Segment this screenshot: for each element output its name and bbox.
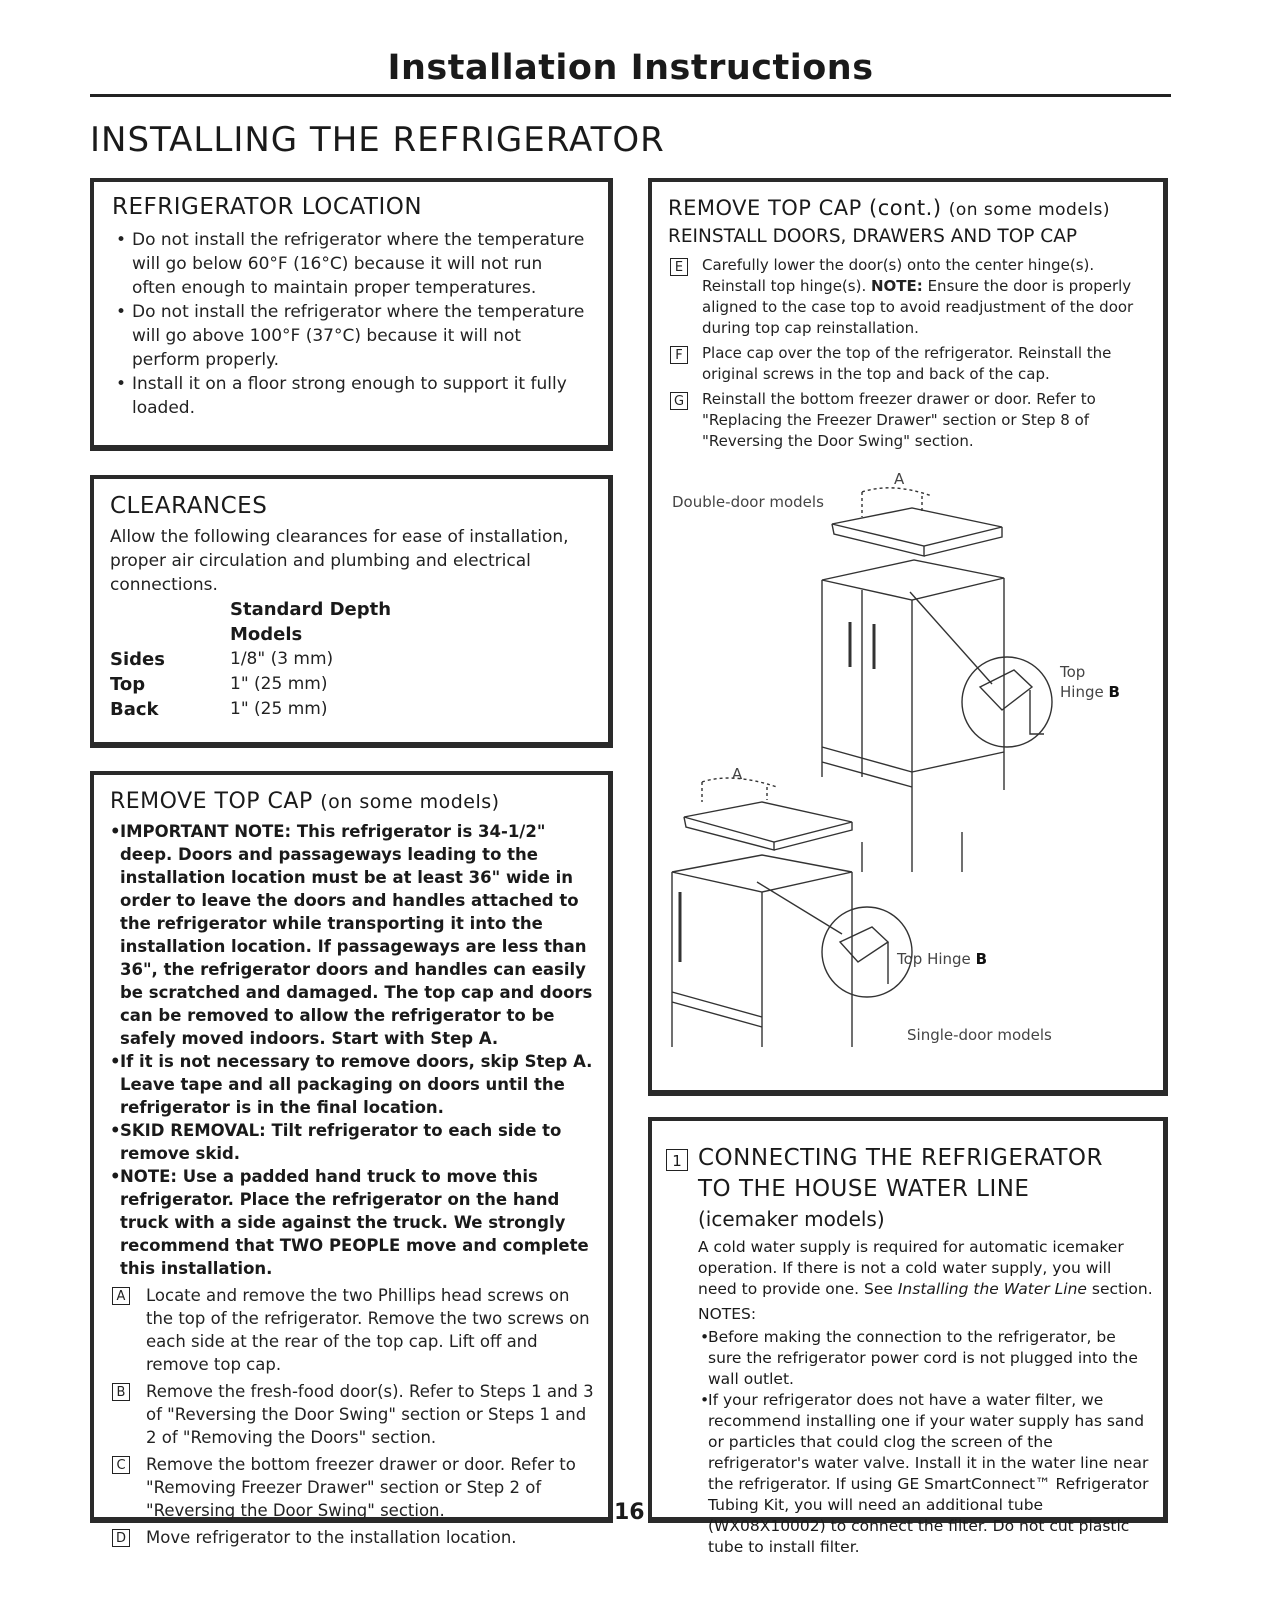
heading-line: TO THE HOUSE WATER LINE [698,1176,1030,1202]
step-letter: D [112,1529,130,1547]
hinge-word: Hinge [1060,683,1104,701]
remove-top-cap-cont-box [648,178,1168,1096]
page-number: 16 [614,1500,645,1525]
reinstall-heading: REINSTALL DOORS, DRAWERS AND TOP CAP [668,226,1078,247]
step-d [110,1526,598,1549]
list-item: • Do not install the refrigerator where the temperature will go below 60°F (16°C) because it will not run often enough to maintain proper temperatures. [114,228,590,300]
step-f [668,343,1149,385]
step-letter: E [670,258,688,276]
intro-ref: Installing the Water Line [897,1280,1087,1298]
water-line-heading [666,1143,1153,1205]
water-line-subheading: (icemaker models) [698,1207,885,1231]
table-row [110,697,391,722]
heading-main: REMOVE TOP CAP [110,789,313,814]
clearances-intro: Allow the following clearances for ease of installation, proper air circulation and plumbing and electrical connections. [110,527,569,595]
row-label: Sides [110,649,165,670]
heading-line: CONNECTING THE REFRIGERATOR [698,1145,1104,1171]
note-label: NOTE: [871,277,923,295]
list-item: • Do not install the refrigerator where the temperature will go above 100°F (37°C) because it will not perform properly. [114,300,590,372]
step-text: Reinstall the bottom freezer drawer or door. Refer to "Replacing the Freezer Drawer" section or Step 8 of "Reversing the Door Swing" section. [702,390,1096,450]
important-notes [110,820,598,1280]
step-e [668,255,1149,339]
step-text: Remove the fresh-food door(s). Refer to Steps 1 and 3 of "Reversing the Door Swing" section or Steps 1 and 2 of "Removing the Doors" section. [146,1382,594,1447]
row-label: Top [110,674,146,695]
row-value: 1" (25 mm) [230,699,328,719]
step-text: Remove the bottom freezer drawer or door. Refer to "Removing Freezer Drawer" section or Step 2 of "Reversing the Door Swing" section. [146,1455,576,1520]
header-title: Installation Instructions [387,48,874,88]
double-door-caption: Double-door models [672,493,824,511]
remove-top-cap-box [90,771,613,1547]
steps-list [110,1284,598,1549]
water-line-intro [666,1237,1153,1300]
intro-end: section. [1091,1280,1153,1298]
column-header: Models [230,624,303,645]
notes-label: NOTES: [698,1305,757,1323]
row-value: 1/8" (3 mm) [230,649,334,669]
clearances-box [90,475,613,748]
step-letter: B [112,1383,130,1401]
column-header: Standard Depth [230,599,392,620]
row-value: 1" (25 mm) [230,674,328,694]
heading-sub: (on some models) [320,791,500,813]
label-a-bottom: A [732,765,743,783]
list-item: • SKID REMOVAL: Tilt refrigerator to each side to remove skid. [110,1119,598,1165]
top-hinge-single-label [896,950,987,968]
table-row [110,647,391,672]
heading-sub: (on some models) [948,200,1111,220]
list-item: • NOTE: Use a padded hand truck to move this refrigerator. Place the refrigerator on the hand truck with a side against the truck. We strongly recommend that TWO PEOPLE move and complete this installation. [110,1165,598,1280]
step-letter: F [670,346,688,364]
top-hinge-label-1: Top [1060,663,1086,681]
step-letter: C [112,1456,130,1474]
clearances-table [110,597,391,722]
list-item: • Install it on a floor strong enough to support it fully loaded. [114,372,590,420]
label-a-top: A [894,472,905,488]
single-door-caption: Single-door models [907,1026,1052,1044]
row-label: Back [110,699,159,720]
step-letter: A [112,1287,130,1305]
step-b [110,1380,598,1449]
note-text: Ensure the door is properly aligned to the case top to avoid readjustment of the door during top cap reinstallation. [702,277,1134,337]
location-box [90,178,613,451]
top-cap-diagram [662,472,1142,1057]
step-c [110,1453,598,1522]
reinstall-steps [668,255,1149,452]
step-text: Move refrigerator to the installation location. [146,1528,517,1547]
step-letter: G [670,392,688,410]
step-g [668,389,1149,452]
location-heading: REFRIGERATOR LOCATION [112,194,423,220]
section-number: 1 [666,1149,688,1171]
step-text: Place cap over the top of the refrigerator. Reinstall the original screws in the top and back of the cap. [702,344,1112,383]
page-header [90,48,1171,97]
top-hinge-label-2 [1060,683,1120,701]
section-title: INSTALLING THE REFRIGERATOR [90,120,665,160]
table-row [110,672,391,697]
step-text: Locate and remove the two Phillips head screws on the top of the refrigerator. Remove the two screws on each side at the rear of the top cap. Lift off and remove top cap. [146,1286,590,1374]
list-item: • If it is not necessary to remove doors, skip Step A. Leave tape and all packaging on doors until the refrigerator is in the final location. [110,1050,598,1119]
hinge-word: Top Hinge [897,950,971,968]
list-item: • Before making the connection to the refrigerator, be sure the refrigerator power cord is not plugged into the wall outlet. [698,1327,1153,1390]
hinge-letter: B [1108,683,1120,701]
list-item: • IMPORTANT NOTE: This refrigerator is 34-1/2" deep. Doors and passageways leading to the installation location must be at least 36" wide in order to leave the doors and handles attached to the refrigerator while transporting it into the installation location. If passageways are less than 36", the refrigerator doors and handles can easily be scratched and damaged. The top cap and doors can be removed to allow the refrigerator to be safely moved indoors. Start with Step A. [110,820,598,1050]
step-a [110,1284,598,1376]
cont-heading [668,196,1149,220]
remove-top-cap-heading [110,789,598,814]
heading-main: REMOVE TOP CAP (cont.) [668,196,942,220]
intro-text: A cold water supply is required for automatic icemaker operation. If there is not a cold water supply, you will need to provide one. See [698,1238,1124,1298]
location-list [114,228,590,420]
clearances-heading: CLEARANCES [110,493,268,519]
step-text: Carefully lower the door(s) onto the center hinge(s). Reinstall top hinge(s). [702,256,1095,295]
water-line-notes [666,1327,1153,1558]
list-item: • If your refrigerator does not have a water filter, we recommend installing one if your water supply has sand or particles that could clog the screen of the refrigerator's water valve. Install it in the water line near the refrigerator. If using GE SmartConnect™ Refrigerator Tubing Kit, you will need an additional tube (WX08X10002) to connect the filter. Do not cut plastic tube to install filter. [698,1390,1153,1558]
water-line-box [648,1117,1168,1556]
hinge-letter: B [975,950,988,968]
